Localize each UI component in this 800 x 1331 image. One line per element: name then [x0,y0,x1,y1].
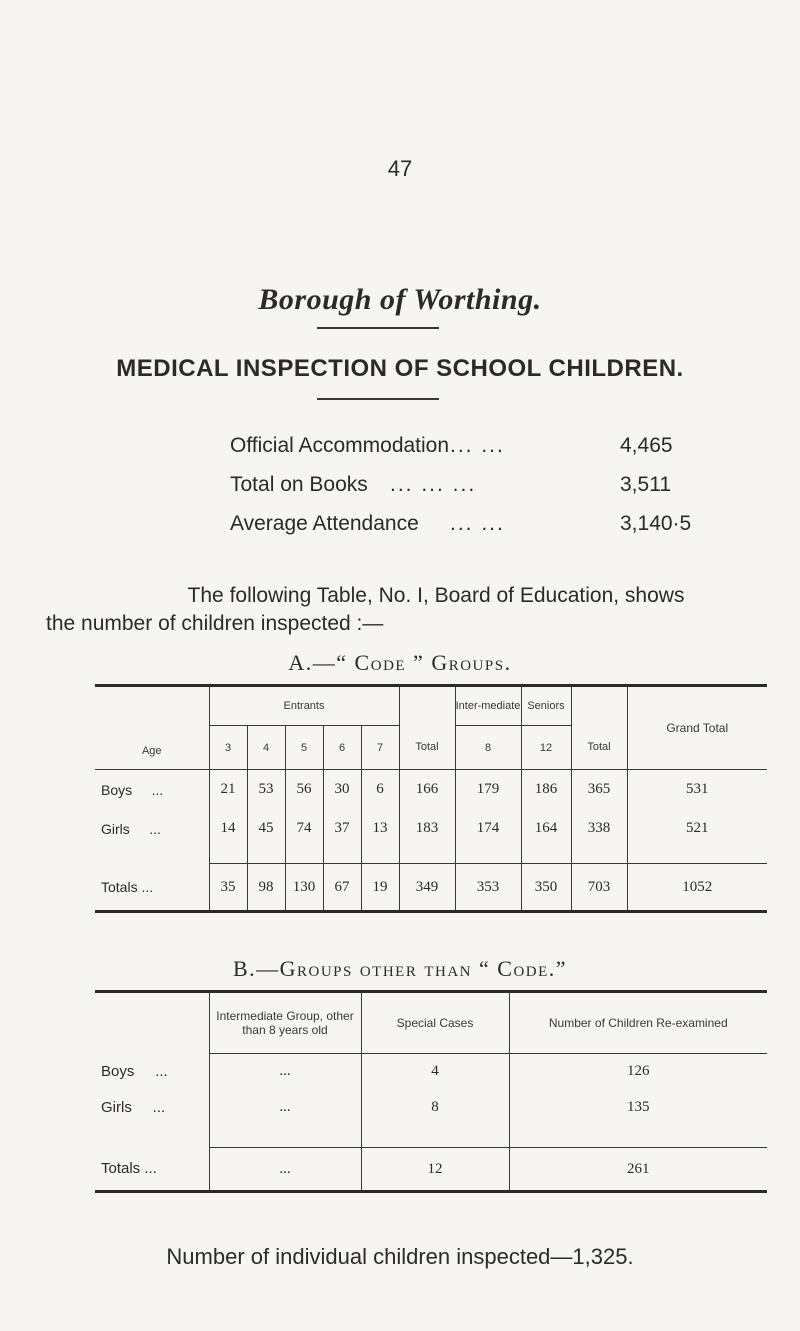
stat-value-attendance: 3,140·5 [620,512,692,535]
stat-label-books: Total on Books [230,473,368,496]
total-header: Total [571,726,627,770]
total-inspected-note: Number of individual children inspected—1,325. [166,1244,634,1269]
table-cell: 353 [455,864,521,912]
intro-line-2: the number of children inspected :— [46,612,384,635]
table-cell: 186 [521,770,571,810]
table-cell: 45 [247,810,285,848]
spacer-row [95,848,767,864]
intermediate-header: Inter-mediate [455,686,521,726]
reexamined-header: Number of Children Re-examined [509,992,767,1054]
row-label-girls: Girls ... [101,820,161,837]
intro-paragraph [46,582,786,638]
spacer-row [95,1126,767,1148]
table-cell: 174 [455,810,521,848]
main-title: MEDICAL INSPECTION OF SCHOOL CHILDREN. [116,355,684,382]
table-cell: 338 [571,810,627,848]
table-cell: 4 [361,1054,509,1090]
table-cell: 179 [455,770,521,810]
table-cell: 365 [571,770,627,810]
seniors-header: Seniors [521,686,571,726]
other-groups-table [95,990,767,1193]
table-a-title: A.—“ Code ” Groups. [288,650,512,675]
stat-label-accommodation: Official Accommodation [230,434,450,457]
row-label-totals: Totals ... [101,1160,157,1178]
table-cell: 135 [509,1090,767,1126]
table-cell: ... [209,1148,361,1192]
stat-dots: ... ... ... [390,473,477,496]
stat-value-books: 3,511 [620,473,671,496]
stat-dots: ... ... [450,512,505,535]
table-cell: 130 [285,864,323,912]
seniors-age-header: 12 [521,726,571,770]
table-row [95,1148,767,1192]
entrants-total-header: Total [399,726,455,770]
table-cell: 30 [323,770,361,810]
table-cell: 531 [627,770,767,810]
table-cell: ... [209,1090,361,1126]
table-cell: 53 [247,770,285,810]
table-cell: 349 [399,864,455,912]
header-blank [95,992,209,1054]
table-cell: 521 [627,810,767,848]
table-cell: 164 [521,810,571,848]
table-cell: 98 [247,864,285,912]
table-cell: 6 [361,770,399,810]
table-cell: 14 [209,810,247,848]
table-cell: 37 [323,810,361,848]
table-cell: 35 [209,864,247,912]
table-row [95,810,767,848]
table-cell: 13 [361,810,399,848]
table-cell: 21 [209,770,247,810]
table-cell: 703 [571,864,627,912]
row-label-totals: Totals ... [101,878,154,895]
table-cell: 12 [361,1148,509,1192]
table-cell: 126 [509,1054,767,1090]
row-label-boys: Boys ... [95,770,209,810]
table-cell: 183 [399,810,455,848]
age-7-header: 7 [361,726,399,770]
entrants-header: Entrants [209,686,399,726]
table-cell: 67 [323,864,361,912]
grand-total-header: Grand Total [627,686,767,770]
borough-title: Borough of Worthing. [258,283,542,316]
title-rule-bottom [317,398,439,400]
age-3-header: 3 [209,726,247,770]
stat-dots: ... ... [450,434,505,457]
table-cell: 19 [361,864,399,912]
title-rule-top [317,327,439,329]
table-row [95,1054,767,1090]
age-6-header: 6 [323,726,361,770]
age-4-header: 4 [247,726,285,770]
table-cell: 261 [509,1148,767,1192]
table-b-title: B.—Groups other than “ Code.” [232,956,568,981]
header-blank [571,686,627,726]
table-cell: 1052 [627,864,767,912]
row-label-girls: Girls ... [101,1099,166,1116]
table-row [95,770,767,810]
table-cell: ... [209,1054,361,1090]
table-row [95,864,767,912]
row-label-boys: Boys ... [101,1063,168,1080]
intermediate-age-header: 8 [455,726,521,770]
code-groups-table [95,684,767,913]
age-header: Age [141,745,162,757]
special-cases-header: Special Cases [361,992,509,1054]
table-row [95,1090,767,1126]
page-number: 47 [387,156,413,181]
stat-label-attendance: Average Attendance [230,512,419,535]
stat-value-accommodation: 4,465 [620,434,673,457]
intermediate-group-header: Intermediate Group, other than 8 years old [209,992,361,1054]
age-5-header: 5 [285,726,323,770]
intro-line-1: The following Table, No. I, Board of Education, shows [187,584,685,607]
table-cell: 350 [521,864,571,912]
table-cell: 8 [361,1090,509,1126]
table-cell: 166 [399,770,455,810]
header-blank [399,686,455,726]
table-cell: 56 [285,770,323,810]
table-cell: 74 [285,810,323,848]
